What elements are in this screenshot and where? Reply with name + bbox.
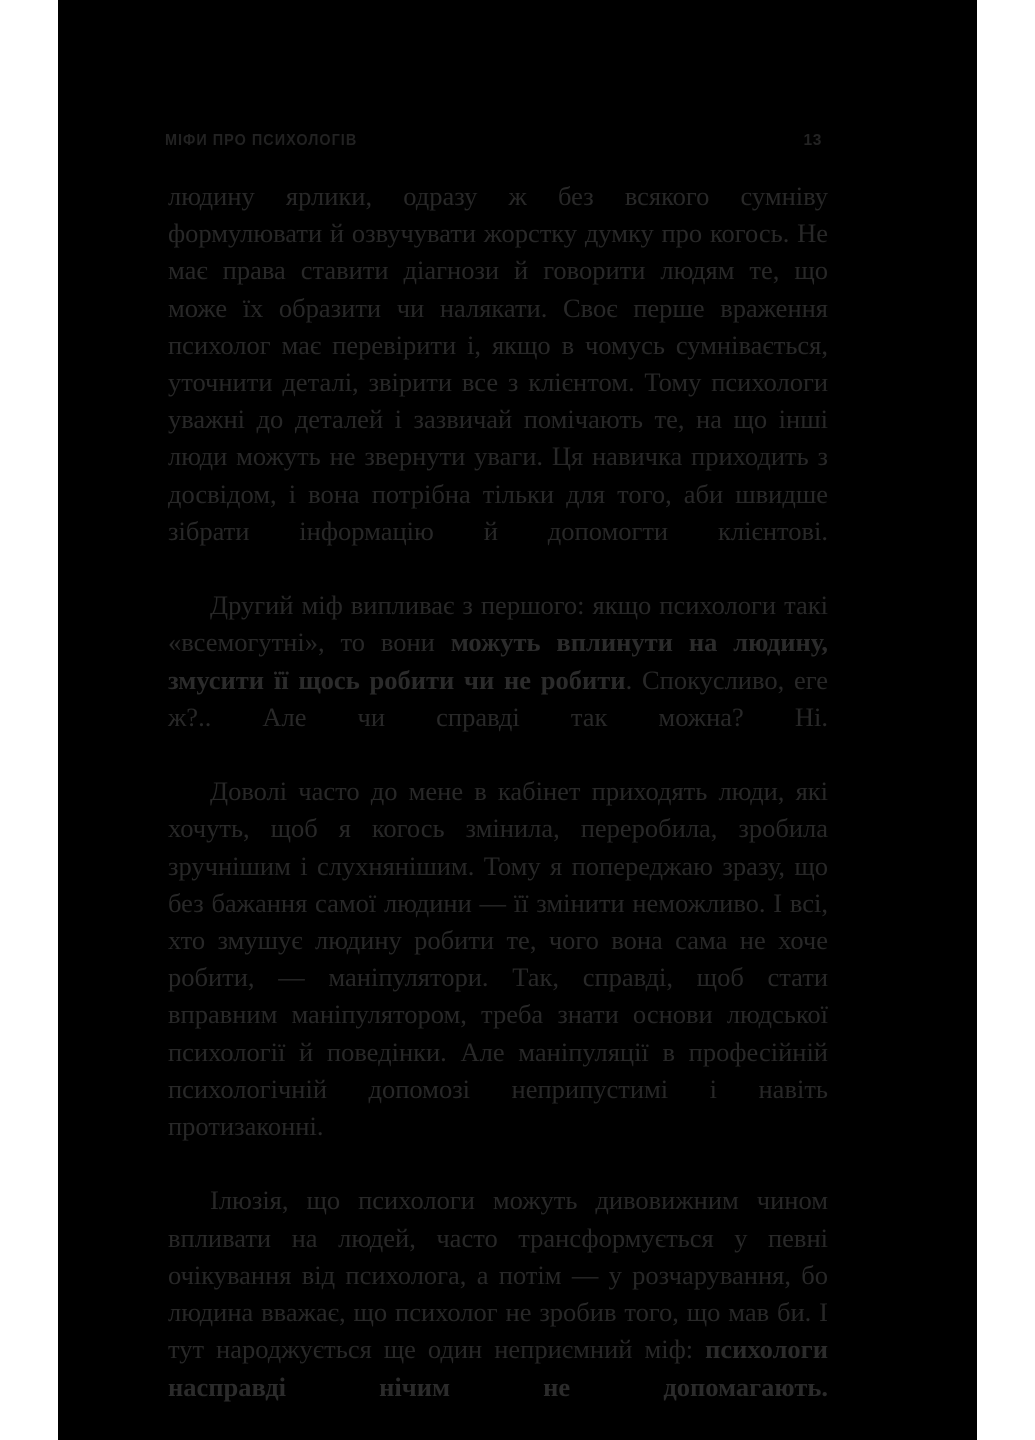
emphasized-text-run: психологи насправді нічим не допомагають. <box>168 1334 828 1402</box>
paragraph <box>168 773 828 1182</box>
page-number: 13 <box>803 132 822 149</box>
text-run: людину ярлики, одразу ж без всякого сумніву формулювати й озвучувати жорстку думку про когось. Не має права ставити діагнози й говорити людям те, що може їх образити чи налякати. Своє перше враження психолог має перевірити і, якщо в чомусь сумнівається, уточнити деталі, звірити все з клієнтом. Тому психологи уважні до деталей і зазвичай помічають те, на що інші люди можуть не звернути уваги. Ця навичка приходить з досвідом, і вона потрібна тільки для того, аби швидше зібрати інформацію й допомогти клієнтові. <box>168 181 828 546</box>
text-run: Другий міф випливає з першого: якщо психологи такі «всемогутні», то вони <box>168 590 828 658</box>
paragraph <box>168 178 828 587</box>
running-head-title: МІФИ ПРО ПСИХОЛОГІВ <box>165 132 358 149</box>
body-text-column <box>168 178 828 1440</box>
running-head <box>165 128 880 154</box>
paragraph <box>168 587 828 773</box>
emphasized-text-run: можуть вплинути на людину, змусити її щось робити чи не робити <box>168 627 828 695</box>
paragraph <box>168 1182 828 1440</box>
text-run: . Спокусливо, еге ж?.. Але чи справді так можна? Ні. <box>168 664 828 732</box>
text-run: Доволі часто до мене в кабінет приходять люди, які хочуть, щоб я когось змінила, переробила, зробила зручнішим і слухнянішим. Тому я попереджаю зразу, що без бажання самої людини — її змінити неможливо. І всі, хто змушує людину робити те, чого вона сама не хоче робити, — маніпулятори. Так, справді, щоб стати вправним маніпулятором, треба знати основи людської психології й поведінки. Але маніпуляції в професійній психологічній допомозі неприпустимі і навіть протизаконні. <box>168 776 828 1142</box>
text-run: Ілюзія, що психологи можуть дивовижним чином впливати на людей, часто трансформується у певні очікування від психолога, а потім — у розчарування, бо людина вважає, що психолог не зробив того, що мав би. І тут народжується ще один неприємний міф: <box>168 1185 828 1365</box>
book-page <box>58 0 977 1440</box>
